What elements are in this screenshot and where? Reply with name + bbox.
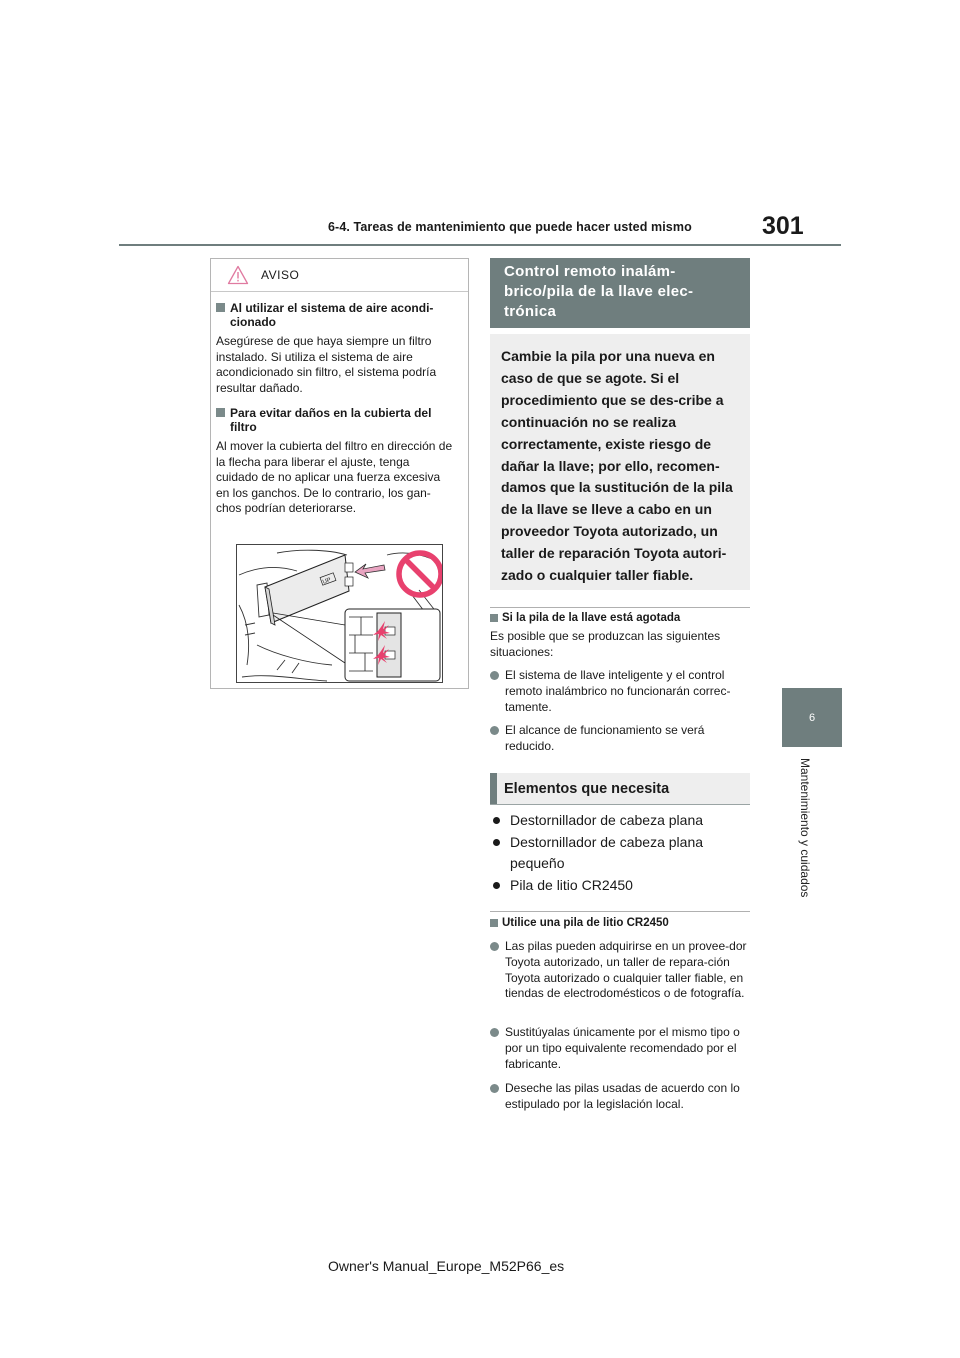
list-item: Destornillador de cabeza plana — [493, 810, 751, 831]
warning-label: AVISO — [261, 268, 300, 282]
list-item: Pila de litio CR2450 — [493, 875, 751, 896]
footer-text: Owner's Manual_Europe_M52P66_es — [328, 1258, 565, 1274]
battery-dead-title: Si la pila de la llave está agotada — [502, 612, 681, 624]
warning-item-title: Para evitar daños en la cubierta del filtro — [230, 406, 432, 434]
square-bullet-icon — [490, 614, 498, 622]
list-item: El sistema de llave inteligente y el control remoto inalámbrico no funcionarán correc-tamente. — [490, 668, 752, 715]
lithium-title: Utilice una pila de litio CR2450 — [502, 917, 669, 929]
remote-section-header: Control remoto inalám-brico/pila de la llave elec-trónica — [490, 258, 750, 328]
circle-bullet-icon — [490, 726, 499, 735]
warning-item-text: Asegúrese de que haya siempre un filtro instalado. Si utiliza el sistema de aire acondicionado sin filtro, el sistema podría resultar dañado. — [216, 334, 437, 395]
circle-bullet-icon — [490, 671, 499, 680]
page-number: 301 — [762, 212, 804, 240]
bullet-dot-icon — [493, 839, 500, 846]
needs-title: Elementos que necesita — [504, 780, 670, 797]
warning-triangle-icon — [227, 265, 249, 285]
section-rule — [490, 911, 750, 912]
warning-item — [211, 406, 468, 517]
square-bullet-icon — [490, 919, 498, 927]
warning-header — [211, 259, 468, 292]
chapter-tab — [782, 688, 842, 747]
warning-item-title: Al utilizar el sistema de aire acondi-cionado — [230, 301, 434, 329]
up-label: UP — [322, 577, 332, 586]
warning-item-text: Al mover la cubierta del filtro en dirección de la flecha para liberar el ajuste, tenga cuidado de no aplicar una fuerza excesiva en los ganchos. De lo contrario, los gan-chos podrían deteriorarse. — [216, 439, 453, 515]
filter-cover-drawing — [237, 545, 443, 683]
chapter-number: 6 — [808, 711, 816, 724]
intro-text: Cambie la pila por una nueva en caso de que se agote. Si el procedimiento que se des-cribe a continuación no se realiza correctamente, existe riesgo de dañar la llave; por ello, recomen-damos que la sustitución de la pila de la llave se lleve a cabo en un proveedor Toyota autorizado, un taller de reparación Toyota autori-zado o cualquier taller fiable. — [501, 348, 733, 584]
intro-box — [490, 334, 750, 590]
circle-bullet-icon — [490, 1028, 499, 1037]
bullet-dot-icon — [493, 882, 500, 889]
battery-dead-text: Es posible que se produzcan las siguientes situaciones: — [490, 629, 721, 659]
filter-cover-illustration — [236, 544, 443, 683]
battery-dead-heading — [490, 612, 680, 624]
circle-bullet-icon — [490, 1084, 499, 1093]
section-rule — [490, 607, 750, 608]
list-item: El alcance de funcionamiento se verá reducido. — [490, 723, 752, 755]
square-bullet-icon — [216, 303, 225, 312]
circle-bullet-icon — [490, 942, 499, 951]
header-accent — [490, 773, 497, 804]
list-item: Sustitúyalas únicamente por el mismo tipo o por un tipo equivalente recomendado por el fabricante. — [490, 1025, 752, 1072]
list-item: Destornillador de cabeza plana pequeño — [493, 832, 751, 874]
lithium-heading — [490, 917, 669, 929]
bullet-dot-icon — [493, 817, 500, 824]
header-rule — [119, 244, 841, 246]
list-item: Las pilas pueden adquirirse en un provee-dor Toyota autorizado, un taller de repara-ción Toyota autorizado o cualquier taller fiable, en tiendas de electrodomésticos o de fotografía. — [490, 939, 752, 1002]
list-item: Deseche las pilas usadas de acuerdo con lo estipulado por la legislación local. — [490, 1081, 752, 1113]
chapter-title: Mantenimiento y cuidados — [798, 758, 812, 898]
needs-header — [490, 773, 750, 805]
square-bullet-icon — [216, 408, 225, 417]
section-title: 6-4. Tareas de mantenimiento que puede hacer usted mismo — [328, 220, 692, 234]
warning-item — [211, 301, 468, 396]
